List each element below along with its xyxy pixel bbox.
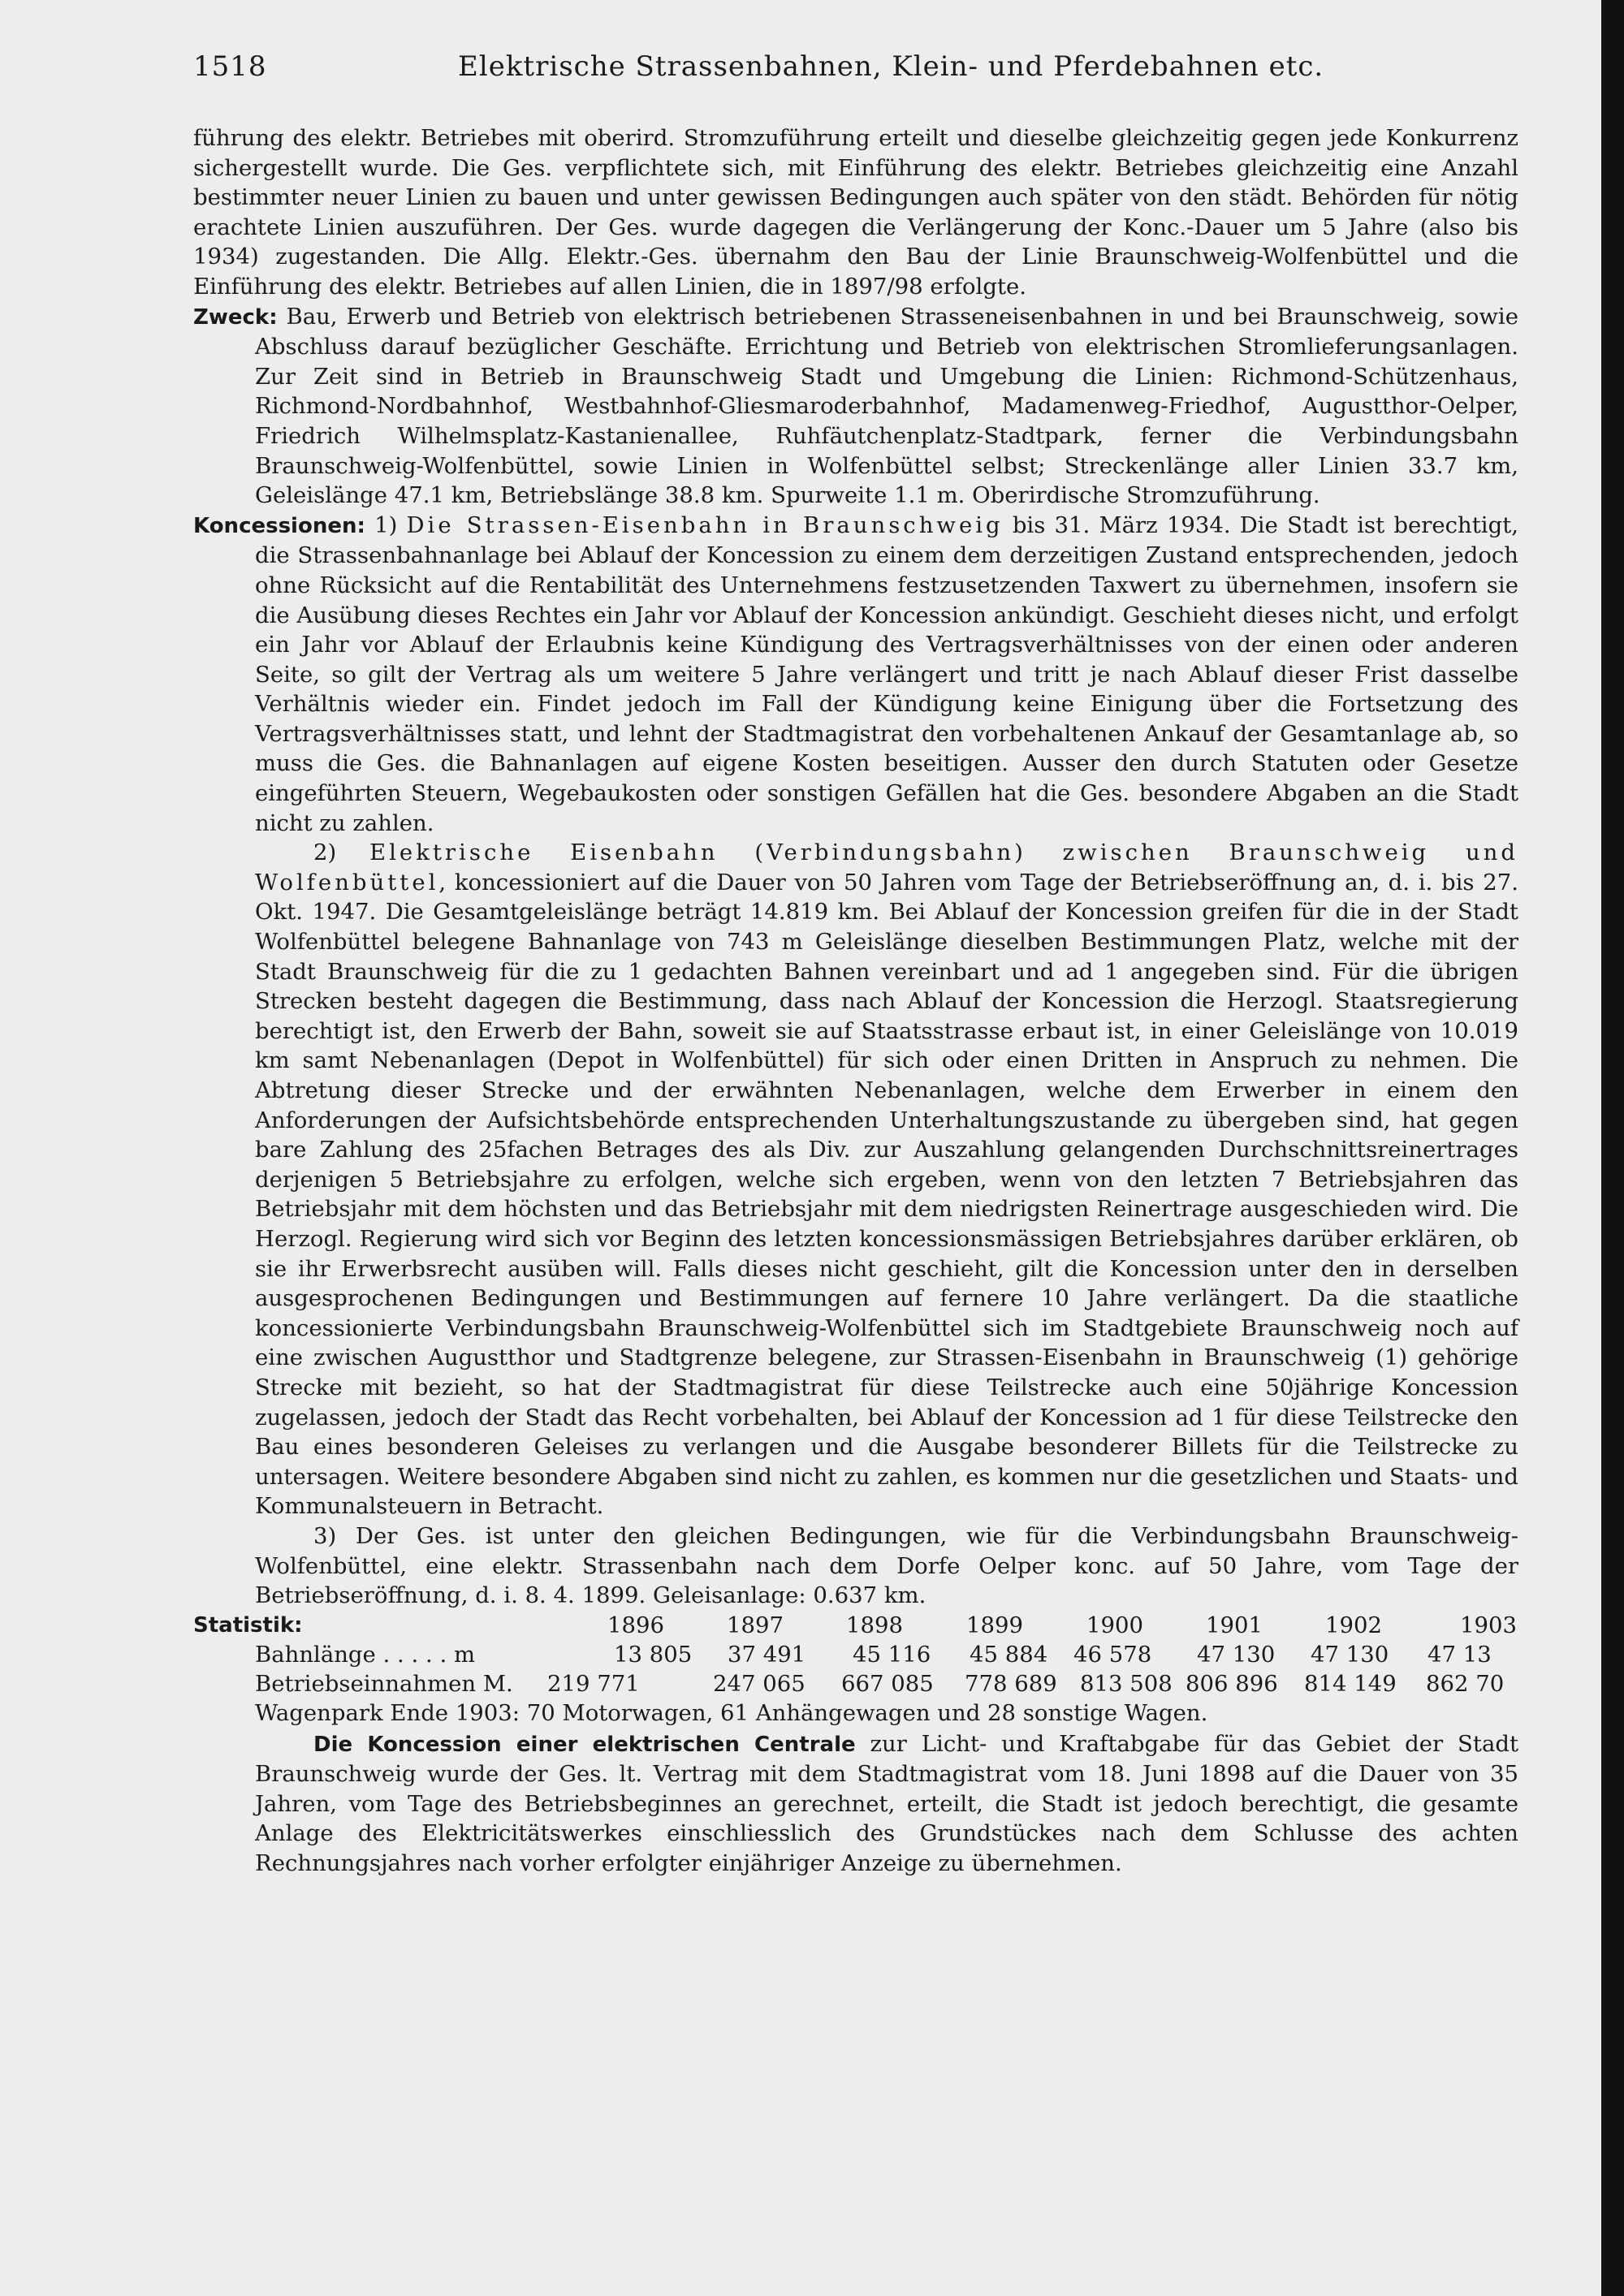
year-cell: 1901	[1206, 1612, 1263, 1638]
value-cell: 45 884	[970, 1641, 1048, 1668]
zweck-paragraph	[193, 302, 1518, 511]
koncession-2-title: Elektrische Eisenbahn (Verbindungsbahn) zwischen Braunschweig und Wolfenbüttel	[255, 839, 1518, 896]
year-cell: 1902	[1325, 1612, 1382, 1638]
value-cell: 47 13	[1427, 1641, 1492, 1668]
row-label: Bahnlänge . . . . . m	[255, 1641, 476, 1668]
year-cell: 1898	[846, 1612, 903, 1638]
value-cell: 37 491	[728, 1641, 806, 1668]
value-cell: 47 130	[1197, 1641, 1276, 1668]
page-header	[193, 50, 1525, 88]
koncessionen-paragraph-3	[193, 1521, 1518, 1611]
koncession-1-number: 1)	[365, 511, 407, 538]
zweck-label: Zweck:	[193, 304, 278, 330]
value-cell: 219 771	[547, 1670, 640, 1697]
year-cell: 1899	[966, 1612, 1023, 1638]
scan-edge	[1601, 0, 1624, 2296]
value-cell: 13 805	[614, 1641, 693, 1668]
year-cell: 1903	[1460, 1612, 1517, 1638]
value-cell: 778 689	[965, 1670, 1057, 1697]
value-cell: 45 116	[853, 1641, 931, 1668]
intro-paragraph	[193, 123, 1518, 302]
koncessionen-paragraph-2	[193, 838, 1518, 1521]
wagenpark-text: Wagenpark Ende 1903: 70 Motorwagen, 61 Anhängewagen und 28 sonstige Wagen.	[255, 1699, 1208, 1726]
intro-text: führung des elektr. Betriebes mit oberird. Stromzuführung erteilt und dieselbe gleichzeitig gegen jede Konkurrenz sichergestellt wurde. Die Ges. verpflichtete sich, mit Einführung des elektr. Betriebes gleichzeitig eine Anzahl bestimmter neuer Linien zu bauen und unter gewissen Bedingungen auch später von den städt. Behörden für nötig erachtete Linien auszuführen. Der Ges. wurde dagegen die Verlängerung der Konc.-Dauer um 5 Jahre (also bis 1934) zugestanden. Die Allg. Elektr.-Ges. übernahm den Bau der Linie Braunschweig-Wolfenbüttel und die Einführung des elektr. Betriebes auf allen Linien, die in 1897/98 erfolgte.	[193, 125, 1518, 300]
year-cell: 1900	[1086, 1612, 1143, 1638]
koncession-2-text: , koncessioniert auf die Dauer von 50 Jahren vom Tage der Betriebseröffnung an, d. i. bis 27. Okt. 1947. Die Gesamtgeleislänge beträgt 14.819 km. Bei Ablauf der Koncession greifen für die in der Stadt Wolfenbüttel belegene Bahnanlage von 743 m Geleislänge dieselben Bestimmungen Platz, welche mit der Stadt Braunschweig für die zu 1 gedachten Bahnen vereinbart und ad 1 angegeben sind. Für die übrigen Strecken besteht dagegen die Bestimmung, dass nach Ablauf der Koncession die Herzogl. Staatsregierung berechtigt ist, den Erwerb der Bahn, soweit sie auf Staatsstrasse erbaut ist, in einer Geleislänge von 10.019 km samt Nebenanlagen (Depot in Wolfenbüttel) für sich oder einen Dritten in Anspruch zu nehmen. Die Abtretung dieser Strecke und der erwähnten Nebenanlagen, welche dem Erwerber in einem den Anforderungen der Aufsichtsbehörde entsprechenden Unterhaltungszustande zu übergeben sind, hat gegen bare Zahlung des 25fachen Betrages des als Div. zur Auszahlung gelangenden Durchschnittsreinertrages derjenigen 5 Betriebsjahre zu erfolgen, welche sich ergeben, wenn von den letzten 7 Betriebsjahren das Betriebsjahr mit dem höchsten und das Betriebsjahr mit dem niedrigsten Reinertrage ausgeschieden wird. Die Herzogl. Regierung wird sich vor Beginn des letzten koncessionsmässigen Betriebsjahres darüber erklären, ob sie ihr Erwerbsrecht ausüben will. Falls dieses nicht geschieht, gilt die Koncession unter den in derselben ausgesprochenen Bedingungen und Bestimmungen auf fernere 10 Jahre verlängert. Da die staatliche koncessionierte Verbindungsbahn Braunschweig-Wolfenbüttel sich im Stadtgebiete Braunschweig noch auf eine zwischen Augustthor und Stadtgrenze belegene, zur Strassen-Eisenbahn in Braunschweig (1) gehörige Strecke mit bezieht, so hat der Stadtmagistrat für diese Teilstrecke auch eine 50jährige Koncession zugelassen, jedoch der Stadt das Recht vorbehalten, bei Ablauf der Koncession ad 1 für diese Teilstrecke den Bau eines besonderen Geleises zu verlangen und die Ausgabe besonderer Billets für die Teilstrecke zu untersagen. Weitere besondere Abgaben sind nicht zu zahlen, es kommen nur die gesetzlichen und Staats- und Kommunalsteuern in Betracht.	[255, 869, 1518, 1520]
body-text	[193, 123, 1518, 1879]
koncession-2-number: 2)	[313, 839, 370, 866]
value-cell: 814 149	[1304, 1670, 1397, 1697]
value-cell: 862 70	[1426, 1670, 1505, 1697]
row-label: Betriebseinnahmen M.	[255, 1670, 513, 1697]
koncessionen-paragraph-1	[193, 511, 1518, 839]
value-cell: 247 065	[713, 1670, 806, 1697]
koncession-3-text: 3) Der Ges. ist unter den gleichen Bedingungen, wie für die Verbindungsbahn Braunschweig-Wolfenbüttel, eine elektr. Strassenbahn nach dem Dorfe Oelper konc. auf 50 Jahre, vom Tage der Betriebseröffnung, d. i. 8. 4. 1899. Geleisanlage: 0.637 km.	[255, 1522, 1518, 1609]
running-title: Elektrische Strassenbahnen, Klein- und Pferdebahnen etc.	[458, 50, 1324, 83]
year-cell: 1896	[607, 1612, 664, 1638]
value-cell: 46 578	[1073, 1641, 1152, 1668]
statistik-table	[193, 1611, 1518, 1729]
page-number: 1518	[193, 50, 267, 83]
koncession-1-text: bis 31. März 1934. Die Stadt ist berechtigt, die Strassenbahnanlage bei Ablauf der Koncession zu einem dem derzeitigen Zustand entsprechenden, jedoch ohne Rücksicht auf die Rentabilität des Unternehmens festzusetzenden Taxwert zu übernehmen, insofern sie die Ausübung dieses Rechtes ein Jahr vor Ablauf der Koncession ankündigt. Geschieht dieses nicht, und erfolgt ein Jahr vor Ablauf der Erlaubnis keine Kündigung des Vertragsverhältnisses von der einen oder anderen Seite, so gilt der Vertrag als um weitere 5 Jahre verlängert und tritt je nach Ablauf dieser Frist dasselbe Verhältnis wieder ein. Findet jedoch im Fall der Kündigung keine Einigung über die Fortsetzung des Vertragsverhältnisses statt, und lehnt der Stadtmagistrat den vorbehaltenen Ankauf der Gesamtanlage ab, so muss die Ges. die Bahnanlagen auf eigene Kosten beseitigen. Ausser den durch Statuten oder Gesetze eingeführten Steuern, Wegebaukosten oder sonstigen Gefällen hat die Ges. besondere Abgaben an die Stadt nicht zu zahlen.	[255, 511, 1518, 836]
value-cell: 667 085	[841, 1670, 934, 1697]
value-cell: 47 130	[1311, 1641, 1389, 1668]
zweck-text: Bau, Erwerb und Betrieb von elektrisch betriebenen Strasseneisenbahnen in und bei Braunschweig, sowie Abschluss darauf bezüglicher Geschäfte. Errichtung und Betrieb von elektrischen Stromlieferungsanlagen. Zur Zeit sind in Betrieb in Braunschweig Stadt und Umgebung die Linien: Richmond-Schützenhaus, Richmond-Nordbahnhof, Westbahnhof-Gliesmaroderbahnhof, Madamenweg-Friedhof, Augustthor-Oelper, Friedrich Wilhelmsplatz-Kastanienallee, Ruhfäutchenplatz-Stadtpark, ferner die Verbindungsbahn Braunschweig-Wolfenbüttel, sowie Linien in Wolfenbüttel selbst; Streckenlänge aller Linien 33.7 km, Geleislänge 47.1 km, Betriebslänge 38.8 km. Spurweite 1.1 m. Oberirdische Stromzuführung.	[255, 303, 1518, 509]
centrale-text: zur Licht- und Kraftabgabe für das Gebiet der Stadt Braunschweig wurde der Ges. lt. Vertrag mit dem Stadtmagistrat vom 18. Juni 1898 auf die Dauer von 35 Jahren, vom Tage des Betriebsbeginnes an gerechnet, erteilt, die Stadt ist jedoch berechtigt, die gesamte Anlage des Elektricitätswerkes einschliesslich des Grundstückes nach dem Schlusse des achten Rechnungsjahres nach vorher erfolgter einjähriger Anzeige zu übernehmen.	[255, 1730, 1518, 1877]
centrale-paragraph	[193, 1729, 1518, 1879]
year-cell: 1897	[727, 1612, 784, 1638]
value-cell: 813 508	[1080, 1670, 1173, 1697]
koncession-1-title: Die Strassen-Eisenbahn in Braunschweig	[406, 511, 1004, 538]
centrale-heading: Die Koncession einer elektrischen Centrale	[313, 1732, 856, 1757]
value-cell: 806 896	[1186, 1670, 1278, 1697]
koncessionen-label: Koncessionen:	[193, 513, 365, 538]
statistik-label: Statistik:	[193, 1612, 303, 1638]
